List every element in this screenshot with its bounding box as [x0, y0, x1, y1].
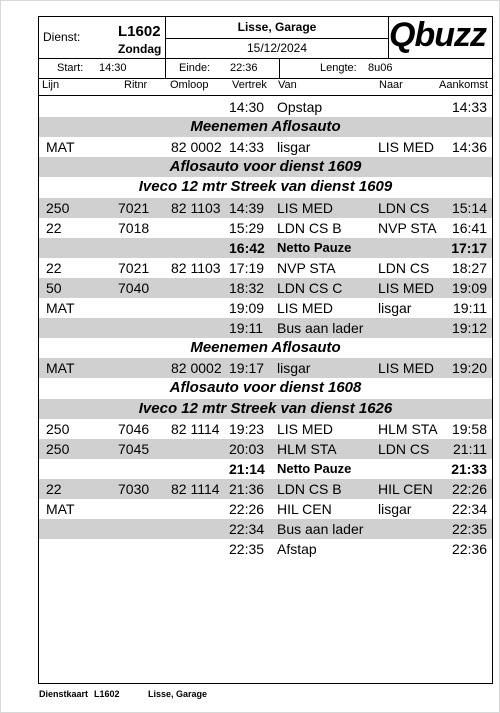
cell-vertrek: 21:36 [229, 480, 265, 497]
dienst-label: Dienst: [43, 30, 81, 44]
section-heading-text: Iveco 12 mtr Streek van dienst 1626 [138, 399, 393, 417]
section-heading [39, 338, 492, 358]
cell-vertrek: 22:35 [229, 541, 265, 558]
cell-omloop: 82 0002 [171, 360, 222, 377]
cell-vertrek: 19:11 [229, 320, 263, 337]
cell-aankomst: 17:17 [451, 239, 487, 256]
col-naar: Naar [379, 79, 403, 91]
cell-aankomst: 22:35 [451, 521, 487, 538]
col-vertrek: Vertrek [232, 79, 267, 91]
section-heading-text: Meenemen Aflosauto [190, 118, 341, 136]
cell-ritnr: 7021 [118, 259, 150, 276]
cell-lijn: 22 [46, 259, 62, 276]
cell-ritnr: 7030 [118, 480, 150, 497]
cell-vertrek: 22:26 [229, 501, 265, 517]
cell-van: Bus aan lader [277, 521, 364, 538]
cell-vertrek: 14:39 [229, 199, 265, 216]
trip-row [39, 198, 492, 218]
trip-row [39, 298, 492, 318]
cell-ritnr: 7045 [118, 440, 150, 457]
dienst-number: L1602 [118, 23, 161, 40]
cell-aankomst: 22:36 [451, 541, 487, 558]
cell-aankomst: 21:11 [453, 440, 487, 457]
cell-lijn: 250 [46, 199, 70, 216]
cell-vertrek: 14:33 [229, 139, 265, 156]
footer-label: Dienstkaart [39, 689, 89, 699]
cell-omloop: 82 1103 [171, 259, 221, 276]
cell-van: lisgar [277, 139, 311, 156]
cell-naar: lisgar [378, 300, 412, 316]
location-box [165, 16, 389, 59]
location-name: Lisse, Garage [237, 20, 317, 34]
cell-lijn: 50 [46, 279, 62, 296]
cell-van: Afstap [277, 541, 317, 558]
cell-naar: LDN CS [378, 440, 430, 457]
trip-row [39, 278, 492, 298]
cell-aankomst: 21:33 [451, 460, 487, 477]
cell-van: Opstap [277, 99, 323, 115]
start-label: Start: [57, 62, 84, 74]
col-van: Van [278, 79, 297, 91]
cell-van: NVP STA [277, 259, 336, 276]
cell-van: lisgar [277, 360, 311, 377]
cell-van: LIS MED [277, 300, 334, 316]
cell-naar: LIS MED [378, 360, 435, 377]
cell-lijn: MAT [46, 300, 75, 316]
cell-naar: LDN CS [378, 259, 430, 276]
trip-row [39, 358, 492, 378]
trip-row [39, 519, 492, 539]
einde-label: Einde: [179, 62, 211, 74]
col-aankomst: Aankomst [439, 79, 488, 91]
location-row [166, 17, 388, 39]
einde-value: 22:36 [230, 62, 258, 74]
cell-aankomst: 15:14 [451, 199, 487, 216]
cell-aankomst: 22:34 [451, 501, 487, 517]
trip-row [39, 479, 492, 499]
trip-row [39, 97, 492, 117]
cell-aankomst: 16:41 [451, 219, 487, 236]
cell-lijn: 250 [46, 420, 70, 437]
cell-aankomst: 14:36 [451, 139, 487, 156]
cell-vertrek: 21:14 [229, 460, 265, 477]
times-divider-1 [165, 59, 166, 78]
trip-row [39, 318, 492, 338]
start-value: 14:30 [99, 62, 127, 74]
cell-aankomst: 19:12 [451, 320, 487, 337]
footer-location: Lisse, Garage [148, 689, 208, 699]
trip-row [39, 539, 492, 559]
col-ritnr: Ritnr [124, 79, 148, 91]
cell-naar: lisgar [378, 501, 412, 517]
trip-row [39, 137, 492, 157]
cell-naar: LIS MED [378, 139, 435, 156]
cell-vertrek: 18:32 [229, 279, 265, 296]
cell-van: HIL CEN [277, 501, 332, 517]
trip-row [39, 499, 492, 519]
section-heading-text: Aflosauto voor dienst 1609 [169, 158, 362, 176]
cell-ritnr: 7018 [118, 219, 150, 236]
cell-vertrek: 14:30 [229, 99, 265, 115]
cell-lijn: 250 [46, 440, 70, 457]
cell-omloop: 82 0002 [171, 139, 222, 156]
cell-aankomst: 14:33 [451, 99, 487, 115]
lengte-label: Lengte: [320, 62, 357, 74]
section-heading-text: Aflosauto voor dienst 1608 [169, 379, 362, 397]
cell-ritnr: 7046 [118, 420, 150, 437]
cell-van: HLM STA [277, 440, 337, 457]
section-heading [39, 117, 492, 137]
pause-row [39, 459, 492, 479]
cell-lijn: MAT [46, 360, 75, 377]
cell-van: Netto Pauze [277, 460, 352, 476]
cell-aankomst: 19:20 [451, 360, 487, 377]
cell-vertrek: 22:34 [229, 521, 265, 538]
cell-naar: HIL CEN [378, 480, 433, 497]
cell-aankomst: 19:09 [451, 279, 487, 296]
cell-lijn: MAT [46, 501, 75, 517]
cell-van: Netto Pauze [277, 239, 352, 255]
section-heading [39, 177, 492, 197]
cell-vertrek: 20:03 [229, 440, 265, 457]
cell-van: LDN CS B [277, 219, 342, 236]
col-lijn: Lijn [42, 79, 60, 91]
cell-omloop: 82 1103 [171, 199, 221, 216]
cell-aankomst: 19:58 [451, 420, 487, 437]
cell-naar: LDN CS [378, 199, 430, 216]
cell-van: LDN CS C [277, 279, 343, 296]
times-bar [38, 58, 493, 79]
section-heading [39, 399, 492, 419]
service-date: 15/12/2024 [246, 41, 308, 55]
cell-vertrek: 19:23 [229, 420, 265, 437]
cell-vertrek: 15:29 [229, 219, 265, 236]
cell-naar: HLM STA [378, 420, 438, 437]
cell-lijn: MAT [46, 139, 75, 156]
cell-aankomst: 18:27 [451, 259, 487, 276]
section-heading-text: Iveco 12 mtr Streek van dienst 1609 [138, 178, 393, 196]
cell-naar: LIS MED [378, 279, 435, 296]
footer-dienst: L1602 [94, 689, 120, 699]
trip-row [39, 419, 492, 439]
times-divider-2 [279, 59, 280, 78]
section-heading [39, 378, 492, 398]
cell-van: LDN CS B [277, 480, 342, 497]
service-card [38, 16, 493, 684]
cell-aankomst: 19:11 [453, 300, 487, 316]
cell-vertrek: 19:09 [229, 300, 265, 316]
cell-van: LIS MED [277, 199, 334, 216]
pause-row [39, 238, 492, 258]
cell-lijn: 22 [46, 480, 62, 497]
col-omloop: Omloop [170, 79, 209, 91]
cell-ritnr: 7040 [118, 279, 150, 296]
lengte-value: 8u06 [368, 62, 393, 74]
cell-vertrek: 16:42 [229, 239, 265, 256]
cell-vertrek: 17:19 [229, 259, 265, 276]
cell-naar: NVP STA [378, 219, 437, 236]
trip-row [39, 258, 492, 278]
section-heading-text: Meenemen Aflosauto [190, 339, 341, 357]
cell-omloop: 82 1114 [171, 420, 220, 437]
dienst-day: Zondag [118, 42, 162, 56]
cell-lijn: 22 [46, 219, 62, 236]
cell-van: Bus aan lader [277, 320, 364, 337]
cell-vertrek: 19:17 [229, 360, 265, 377]
trip-row [39, 218, 492, 238]
qbuzz-logo: Qbuzz [389, 16, 486, 54]
cell-van: LIS MED [277, 420, 334, 437]
section-heading [39, 157, 492, 177]
trip-row [39, 439, 492, 459]
cell-aankomst: 22:26 [451, 480, 487, 497]
cell-omloop: 82 1114 [171, 480, 220, 497]
column-header-row [39, 79, 492, 96]
dienst-box [38, 16, 166, 59]
cell-ritnr: 7021 [118, 199, 150, 216]
